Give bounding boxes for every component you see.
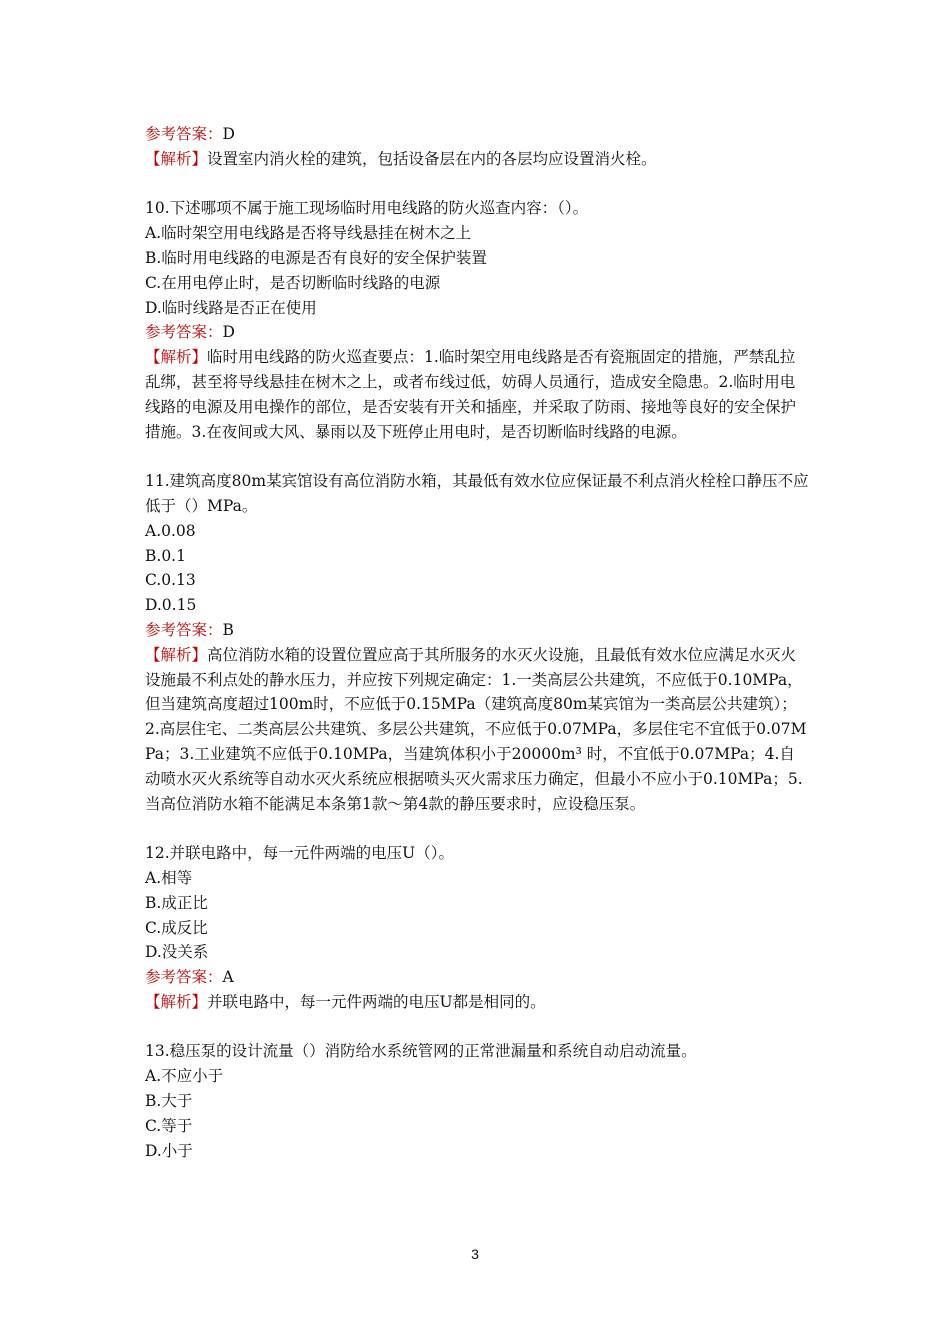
spacer [145,172,810,197]
question-stem: 12.并联电路中，每一元件两端的电压U（）。 [145,844,454,863]
analysis-paragraph [145,990,810,1015]
analysis-paragraph [145,147,810,172]
analysis-text: 高位消防水箱的设置位置应高于其所服务的水灭火设施，且最低有效水位应满足水灭火设施最不利点处的静水压力，并应按下列规定确定：1.一类高层公共建筑，不应低于0.10MPa，但当建筑高度超过100m时，不应低于0.15MPa（建筑高度80m某宾馆为一类高层公共建筑）；2.高层住宅、二类高层公共建筑、多层公共建筑，不应低于0.07MPa，多层住宅不宜低于0.07MPa；3.工业建筑不应低于0.10MPa，当建筑体积小于20000m³ 时，不宜低于0.07MPa；4.自动喷水灭火系统等自动水灭火系统应根据喷头灭火需求压力确定，但最小不应小于0.10MPa；5.当高位消防水箱不能满足本条第1款～第4款的静压要求时，应设稳压泵。 [145,645,807,813]
answer-label: 参考答案： [145,968,223,987]
answer-label: 参考答案： [145,125,223,143]
question-stem: 13.稳压泵的设计流量（）消防给水系统管网的正常泄漏量和系统自动启动流量。 [145,1042,697,1061]
analysis-tag: 【解析】 [145,149,208,168]
option-d: D.没关系 [145,943,209,962]
option-b: B.临时用电线路的电源是否有良好的安全保护装置 [145,248,487,267]
analysis-tag: 【解析】 [145,348,208,367]
option-a: A.不应小于 [145,1067,224,1086]
option-d: D.小于 [145,1141,193,1160]
option-c: C.在用电停止时，是否切断临时线路的电源 [145,273,441,292]
answer-value: D [222,323,235,342]
page-number: 3 [471,1246,479,1262]
answer-line [145,965,810,990]
option-a: A.相等 [145,868,193,887]
option-c: C.0.13 [145,571,196,590]
option-b: B.0.1 [145,546,186,565]
answer-line [145,122,810,147]
answer-label: 参考答案： [145,323,223,342]
analysis-text: 并联电路中，每一元件两端的电压U都是相同的。 [207,992,546,1011]
option-c: C.等于 [145,1116,193,1135]
option-b: B.大于 [145,1092,193,1111]
answer-value: A [222,968,234,987]
spacer [145,816,810,841]
spacer [145,1015,810,1040]
answer-line [145,618,810,643]
analysis-tag: 【解析】 [145,992,208,1011]
analysis-tag: 【解析】 [145,645,208,664]
answer-value: D [222,125,235,143]
analysis-text: 临时用电线路的防火巡查要点：1.临时架空用电线路是否有瓷瓶固定的措施，严禁乱拉乱绑，甚至将导线悬挂在树木之上，或者布线过低，妨碍人员通行，造成安全隐患。2.临时用电线路的电源及用电操作的部位，是否安装有开关和插座，并采取了防雨、接地等良好的安全保护措施。3.在夜间或大风、暴雨以及下班停止用电时，是否切断临时线路的电源。 [145,348,797,441]
question-stem: 10.下述哪项不属于施工现场临时用电线路的防火巡查内容：（）。 [145,199,589,218]
answer-label: 参考答案： [145,620,223,639]
analysis-text: 设置室内消火栓的建筑，包括设备层在内的各层均应设置消火栓。 [207,149,657,168]
question-stem: 11.建筑高度80m某宾馆设有高位消防水箱，其最低有效水位应保证最不利点消火栓栓口静压不应低于（）MPa。 [145,472,809,515]
option-d: D.临时线路是否正在使用 [145,298,317,317]
document-page [145,122,810,1163]
option-c: C.成反比 [145,918,208,937]
option-a: A.0.08 [145,521,196,540]
answer-value: B [222,620,234,639]
analysis-paragraph [145,643,810,817]
answer-line [145,320,810,345]
option-b: B.成正比 [145,893,208,912]
option-d: D.0.15 [145,596,197,615]
spacer [145,444,810,469]
analysis-paragraph [145,345,810,444]
option-a: A.临时架空用电线路是否将导线悬挂在树木之上 [145,224,472,243]
